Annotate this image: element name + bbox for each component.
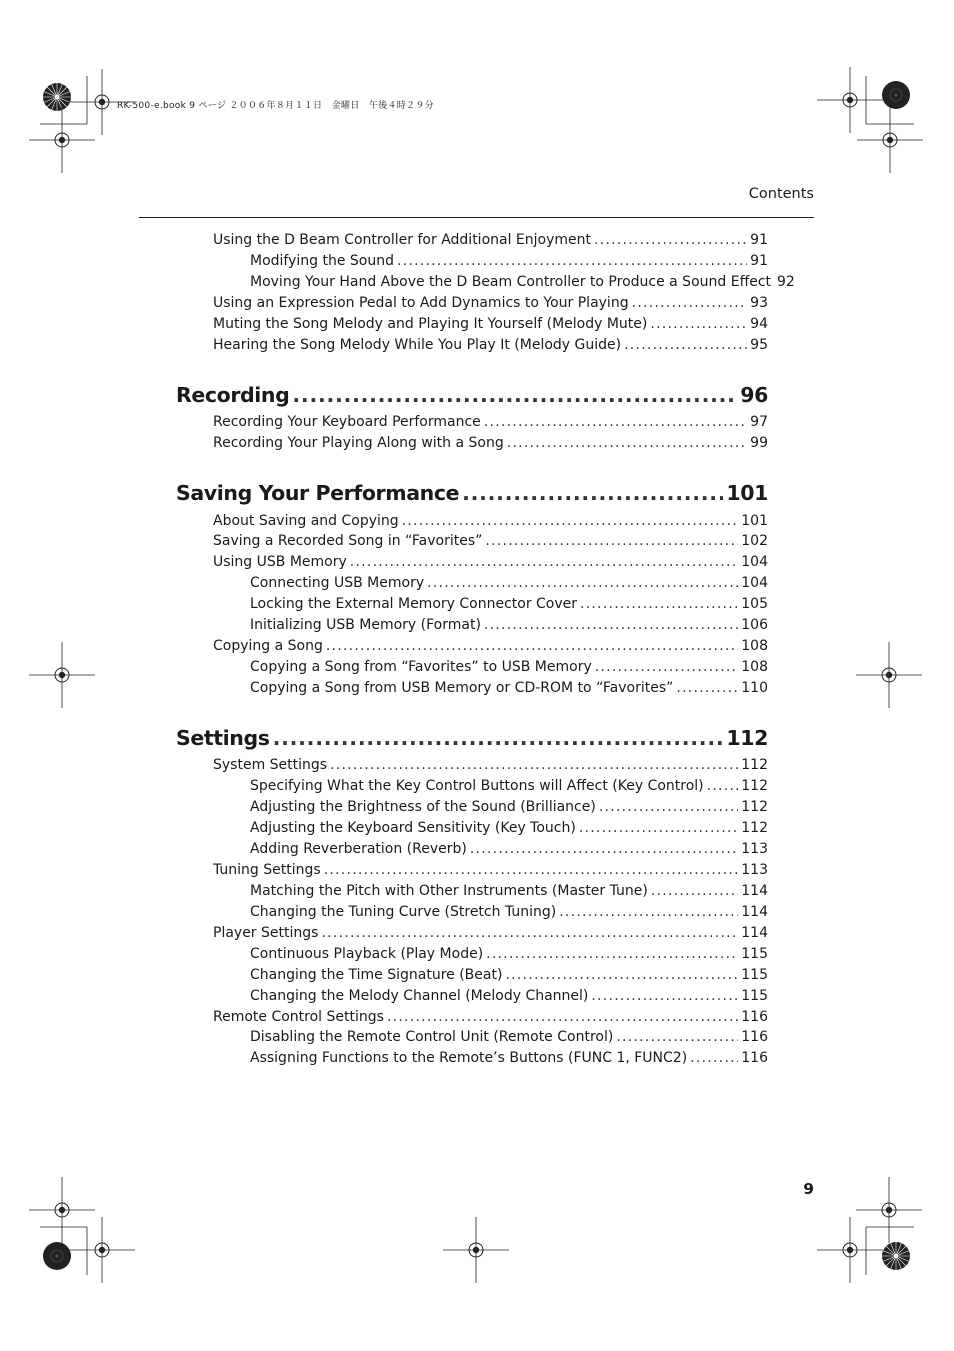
toc-entry-title: Settings	[176, 726, 270, 750]
toc-entry-page: 108	[741, 659, 768, 675]
toc-entry[interactable]	[213, 414, 768, 434]
toc-entry[interactable]	[213, 232, 768, 252]
toc-entry-title: Changing the Melody Channel (Melody Channel)	[250, 988, 589, 1004]
toc-entry[interactable]	[250, 680, 768, 700]
toc-entry-title: Muting the Song Melody and Playing It Yourself (Melody Mute)	[213, 316, 648, 332]
dot-leader	[651, 883, 738, 899]
toc-entry[interactable]	[213, 925, 768, 945]
toc-entry[interactable]	[213, 337, 768, 357]
toc-entry[interactable]	[250, 967, 768, 987]
toc-entry-page: 104	[741, 575, 768, 591]
toc-entry-title: Adjusting the Keyboard Sensitivity (Key Touch)	[250, 820, 576, 836]
dot-leader	[485, 533, 738, 549]
toc-chapter-entry[interactable]	[176, 726, 768, 754]
toc-entry-title: Continuous Playback (Play Mode)	[250, 946, 484, 962]
toc-entry[interactable]	[213, 757, 768, 777]
toc-entry-page: 95	[750, 337, 768, 353]
dot-leader	[387, 1009, 738, 1025]
dot-leader	[273, 726, 724, 750]
toc-entry-title: Specifying What the Key Control Buttons will Affect (Key Control)	[250, 778, 704, 794]
dot-leader	[402, 513, 739, 529]
toc-entry-page: 112	[726, 726, 768, 750]
toc-entry-title: Saving Your Performance	[176, 481, 460, 505]
toc-entry-page: 112	[741, 799, 768, 815]
toc-entry[interactable]	[250, 904, 768, 924]
toc-entry[interactable]	[250, 596, 768, 616]
toc-entry-page: 101	[741, 513, 768, 529]
file-info-slug: RK-500-e.book 9 ページ ２００６年８月１１日 金曜日 午後４時２９分	[117, 101, 434, 111]
page-number: 9	[803, 1180, 814, 1198]
toc-entry[interactable]	[213, 862, 768, 882]
toc-entry-page: 115	[741, 946, 768, 962]
toc-entry-page: 114	[741, 925, 768, 941]
toc-entry-title: Hearing the Song Melody While You Play It (Melody Guide)	[213, 337, 622, 353]
toc-entry[interactable]	[250, 946, 768, 966]
dot-leader	[470, 841, 738, 857]
toc-entry-page: 114	[741, 883, 768, 899]
dot-leader	[427, 575, 738, 591]
dot-leader	[292, 383, 737, 407]
toc-entry[interactable]	[250, 253, 768, 273]
dot-leader	[559, 904, 738, 920]
toc-entry[interactable]	[213, 554, 768, 574]
dot-leader	[707, 778, 739, 794]
toc-entry-page: 112	[741, 778, 768, 794]
dot-leader	[507, 435, 747, 451]
dot-leader	[594, 232, 747, 248]
toc-entry-title: Player Settings	[213, 925, 319, 941]
toc-entry-title: Disabling the Remote Control Unit (Remote Control)	[250, 1029, 614, 1045]
toc-entry[interactable]	[250, 617, 768, 637]
toc-entry-title: Adjusting the Brightness of the Sound (Brilliance)	[250, 799, 596, 815]
toc-entry-title: Recording	[176, 383, 290, 407]
toc-entry-page: 113	[741, 841, 768, 857]
toc-entry[interactable]	[250, 1050, 768, 1070]
toc-entry-page: 115	[741, 967, 768, 983]
toc-entry-title: Recording Your Playing Along with a Song	[213, 435, 504, 451]
dot-leader	[632, 295, 748, 311]
toc-entry-title: Connecting USB Memory	[250, 575, 425, 591]
dot-leader	[462, 481, 723, 505]
dot-leader	[579, 820, 738, 836]
toc-entry-page: 112	[741, 820, 768, 836]
toc-entry-title: Locking the External Memory Connector Cover	[250, 596, 578, 612]
toc-entry-title: Changing the Tuning Curve (Stretch Tuning)	[250, 904, 557, 920]
toc-entry-title: Copying a Song	[213, 638, 323, 654]
toc-entry[interactable]	[250, 988, 768, 1008]
dot-leader	[324, 862, 739, 878]
toc-entry-title: Using an Expression Pedal to Add Dynamics to Your Playing	[213, 295, 629, 311]
dot-leader	[397, 253, 747, 269]
dot-leader	[326, 638, 738, 654]
toc-entry-page: 92	[777, 274, 795, 290]
dot-leader	[484, 617, 738, 633]
toc-entry[interactable]	[213, 316, 768, 336]
dot-leader	[505, 967, 738, 983]
toc-entry-title: Recording Your Keyboard Performance	[213, 414, 481, 430]
toc-entry-title: Assigning Functions to the Remote’s Buttons (FUNC 1, FUNC2)	[250, 1050, 688, 1066]
toc-entry-title: About Saving and Copying	[213, 513, 399, 529]
toc-entry-page: 115	[741, 988, 768, 1004]
toc-entry-title: Copying a Song from USB Memory or CD-ROM to “Favorites”	[250, 680, 674, 696]
toc-entry-title: Saving a Recorded Song in “Favorites”	[213, 533, 483, 549]
toc-entry[interactable]	[213, 1009, 768, 1029]
toc-entry[interactable]	[250, 799, 768, 819]
dot-leader	[595, 659, 739, 675]
toc-entry[interactable]	[250, 820, 768, 840]
toc-entry-title: System Settings	[213, 757, 328, 773]
toc-entry[interactable]	[213, 533, 768, 553]
toc-entry-page: 116	[741, 1009, 768, 1025]
toc-entry-title: Changing the Time Signature (Beat)	[250, 967, 503, 983]
toc-entry-page: 112	[741, 757, 768, 773]
toc-entry-page: 110	[741, 680, 768, 696]
dot-leader	[484, 414, 747, 430]
toc-entry-page: 101	[726, 481, 768, 505]
toc-entry-page: 113	[741, 862, 768, 878]
toc-entry-page: 96	[740, 383, 768, 407]
toc-entry-page: 91	[750, 253, 768, 269]
dot-leader	[676, 680, 738, 696]
toc-entry-page: 93	[750, 295, 768, 311]
dot-leader	[330, 757, 738, 773]
toc-entry-page: 102	[741, 533, 768, 549]
dot-leader	[321, 925, 738, 941]
toc-entry-title: Matching the Pitch with Other Instruments (Master Tune)	[250, 883, 648, 899]
toc-entry-title: Using USB Memory	[213, 554, 347, 570]
dot-leader	[350, 554, 739, 570]
toc-entry[interactable]	[250, 883, 768, 903]
toc-entry[interactable]	[213, 638, 768, 658]
toc-entry-page: 105	[741, 596, 768, 612]
toc-entry[interactable]	[250, 841, 768, 861]
toc-entry-title: Copying a Song from “Favorites” to USB Memory	[250, 659, 592, 675]
dot-leader	[599, 799, 738, 815]
toc-entry-page: 106	[741, 617, 768, 633]
toc-entry-page: 114	[741, 904, 768, 920]
toc-entry-title: Using the D Beam Controller for Additional Enjoyment	[213, 232, 591, 248]
running-header-section: Contents	[748, 186, 814, 202]
dot-leader	[486, 946, 738, 962]
toc-entry-page: 104	[741, 554, 768, 570]
dot-leader	[591, 988, 738, 1004]
toc-entry[interactable]	[250, 1029, 768, 1049]
toc-entry[interactable]	[250, 575, 768, 595]
header-rule	[139, 217, 814, 218]
toc-entry-page: 97	[750, 414, 768, 430]
toc-chapter-entry[interactable]	[176, 481, 768, 509]
toc-entry-title: Moving Your Hand Above the D Beam Controller to Produce a Sound Effect	[250, 274, 772, 290]
dot-leader	[650, 316, 747, 332]
toc-entry-page: 116	[741, 1050, 768, 1066]
dot-leader	[616, 1029, 738, 1045]
toc-entry-title: Tuning Settings	[213, 862, 321, 878]
toc-entry[interactable]	[250, 274, 795, 294]
toc-entry-title: Remote Control Settings	[213, 1009, 384, 1025]
toc-entry-page: 108	[741, 638, 768, 654]
toc-chapter-entry[interactable]	[176, 383, 768, 411]
dot-leader	[580, 596, 738, 612]
toc-entry[interactable]	[250, 778, 768, 798]
dot-leader	[690, 1050, 738, 1066]
dot-leader	[624, 337, 747, 353]
toc-entry[interactable]	[213, 435, 768, 455]
toc-entry[interactable]	[250, 659, 768, 679]
toc-entry-title: Modifying the Sound	[250, 253, 394, 269]
toc-entry-page: 116	[741, 1029, 768, 1045]
toc-entry-page: 91	[750, 232, 768, 248]
toc-entry[interactable]	[213, 513, 768, 533]
toc-entry[interactable]	[213, 295, 768, 315]
toc-entry-title: Initializing USB Memory (Format)	[250, 617, 481, 633]
toc-entry-page: 99	[750, 435, 768, 451]
toc-entry-title: Adding Reverberation (Reverb)	[250, 841, 467, 857]
toc-entry-page: 94	[750, 316, 768, 332]
